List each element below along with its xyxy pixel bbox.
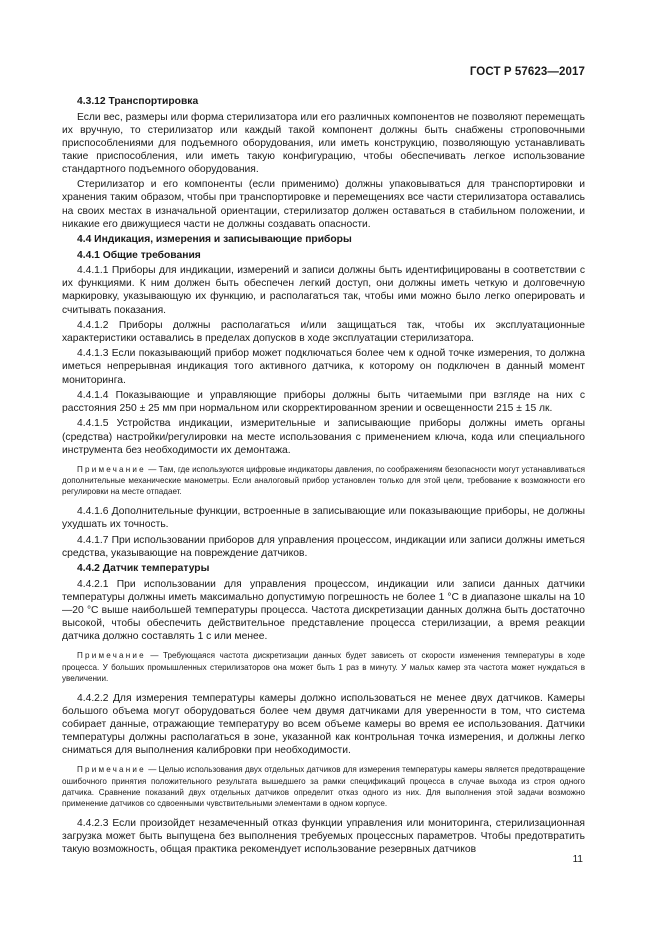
paragraph: 4.4.2.1 При использовании для управления процессом, индикации или записи данных датчики температуры должны иметь максимально допустимую погрешность не более 1 °С в диапазоне шкалы на 10—20 °С выше наибольшей температуры процесса. Частота дискретизации данных должна быть достаточно высокой, чтобы обеспечить действительное представление процесса стерилизации, а время реакции датчика должно составлять 1 с или менее. [62,578,585,643]
paragraph: 4.4.1.4 Показывающие и управляющие приборы должны быть читаемыми при взгляде на них с расстояния 250 ± 25 мм при нормальном или скорректированном зрении и освещенности 215 ± 15 лк. [62,389,585,415]
paragraph: 4.4.1.2 Приборы должны располагаться и/или защищаться так, чтобы их эксплуатационные характеристики оставались в пределах допусков в ходе эксплуатации стерилизатора. [62,319,585,344]
paragraph: Стерилизатор и его компоненты (если применимо) должны упаковываться для транспортировки и хранения таким образом, чтобы при транспортировке и перемещениях все части стерилизатора оставались на своих местах в изначальной ориентации, стерилизатор должен оставаться в стабильном положении, и никакие его движущиеся части не должны создавать опасности. [62,179,585,230]
note-text: — Целью использования двух отдельных датчиков для измерения температуры камеры является предотвращение ошибочного принятия положительного результата вышедшего за рамки спецификаций процесса в случае выхода из строя одного датчика. Сравнение показаний двух отдельных датчиков определит отказ одного из них. Для выполнения этой задачи возможно применение датчиков со сдвоенными чувствительными элементами в одном корпусе. [62,765,585,809]
page-number: 11 [572,854,583,865]
note [62,650,585,684]
paragraph: 4.4.1.1 Приборы для индикации, измерений и записи должны быть идентифицированы в соответствии с их функциями. К ним должен быть обеспечен легкий доступ, они должны иметь четкую и долговечную маркировку, указывающую их функцию, и располагаться так, чтобы ими можно было легко оперировать и считывать показания. [62,265,585,316]
section-heading: 4.4 Индикация, измерения и записывающие приборы [77,234,352,246]
note-text: — Требующаяся частота дискретизации данных будет зависеть от скорости изменения температуры в ходе процесса. У больших промышленных стерилизаторов она может быть 1 раз в минуту. У малых камер эта частота может нуждаться в увеличении. [62,651,585,683]
paragraph: 4.4.2.3 Если произойдет незамеченный отказ функции управления или мониторинга, стерилизационная загрузка может быть выпущена без выполнения требуемых процессных параметров. Чтобы предотвратить такую возможность, общая практика рекомендует использование резервных датчиков [62,818,585,856]
note-label: Примечание [77,651,146,661]
section-heading: 4.4.2 Датчик температуры [77,563,210,575]
paragraph: 4.4.1.5 Устройства индикации, измерительные и записывающие приборы должны иметь органы (средства) настройки/регулировки на месте использования с применением ключа, кода или специального инструмента без необходимости их демонтажа. [62,418,585,456]
note [62,764,585,809]
standard-header: ГОСТ Р 57623—2017 [469,66,585,78]
paragraph: 4.4.1.6 Дополнительные функции, встроенные в записывающие или показывающие приборы, не должны ухудшать их точность. [62,506,585,531]
note [62,464,585,498]
section-heading: 4.4.1 Общие требования [77,249,201,261]
paragraph: Если вес, размеры или форма стерилизатора или его различных компонентов не позволяют перемещать их вручную, то стерилизатор или каждый такой компонент должны быть снабжены строповочными приспособлениями для подъемного оборудования, или иметь конструкцию, позволяющую устанавливать такие приспособления, или иметь такую конфигурацию, чтобы обеспечивать легкое использование стандартного подъемного оборудования. [62,111,585,175]
paragraph: 4.4.1.7 При использовании приборов для управления процессом, индикации или записи должны иметься средства, указывающие на повреждение датчиков. [62,534,585,559]
paragraph: 4.4.2.2 Для измерения температуры камеры должно использоваться не менее двух датчиков. Камеры большого объема могут оборудоваться более чем двумя датчиками для уверенности в том, что система собирает данные, отражающие температуру во всем объеме камеры во время ее использования. Датчики температуры должны располагаться в зоне, указанной как контрольная точка измерения, и должны легко сниматься для выполнения калибровки при необходимости. [62,692,585,757]
document-body [62,95,585,859]
note-label: Примечание [77,464,146,474]
paragraph: 4.4.1.3 Если показывающий прибор может подключаться более чем к одной точке измерения, то должна иметься непрерывная индикация того активного датчика, к которому он подключен в данный момент мониторинга. [62,348,585,386]
note-label: Примечание [77,765,146,775]
section-heading: 4.3.12 Транспортировка [77,96,199,107]
note-text: — Там, где используются цифровые индикаторы давления, по соображениям безопасности могут устанавливаться дополнительные механические манометры. Если аналоговый прибор установлен только для этой цели, требование к возможности его регулировки на месте отпадает. [62,464,585,497]
